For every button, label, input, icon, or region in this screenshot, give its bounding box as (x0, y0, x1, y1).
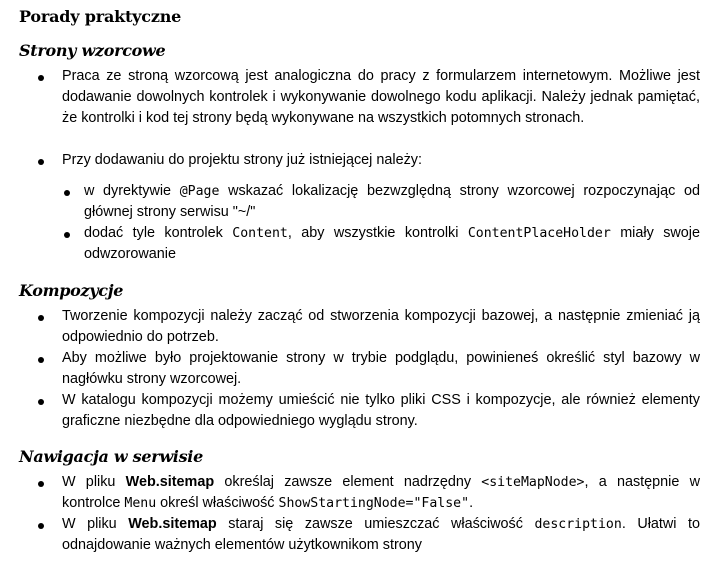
bullet-icon (38, 481, 44, 487)
heading-kompozycje: Kompozycje (19, 281, 124, 300)
list-item: Przy dodawaniu do projektu strony już istniejącej należy: (62, 152, 422, 168)
heading-nawigacja: Nawigacja w serwisie (19, 447, 203, 466)
bullet-icon (38, 159, 44, 165)
bullet-icon (38, 315, 44, 321)
bullet-icon (38, 399, 44, 405)
list-item: dodać tyle kontrolek Content, aby wszystkie kontrolki ContentPlaceHolder miały swoje odwzorowanie (84, 225, 700, 262)
list-item: W pliku Web.sitemap staraj się zawsze umieszczać właściwość description. Ułatwi to odnajdowanie ważnych elementów użytkownikom strony (62, 516, 701, 553)
list-item: w dyrektywie @Page wskazać lokalizację bezwzględną strony wzorcowej rozpoczynając od głównej strony serwisu "~/" (84, 183, 700, 220)
list-item: W pliku Web.sitemap określaj zawsze element nadrzędny <siteMapNode>, a następnie w kontrolce Menu określ właściwość ShowStartingNode="False". (62, 474, 700, 511)
bullet-icon (38, 75, 44, 81)
list-item: Aby możliwe było projektowanie strony w trybie podglądu, powinieneś określić styl bazowy w nagłówku strony wzorcowej. (62, 350, 700, 387)
heading-strony-wzorcowe: Strony wzorcowe (19, 41, 166, 60)
bullet-icon (38, 357, 44, 363)
page-title: Porady praktyczne (19, 7, 182, 26)
list-item: Praca ze stroną wzorcową jest analogiczna do pracy z formularzem internetowym. Możliwe jest dodawanie dowolnych kontrolek i wykonywanie dowolnego kodu aplikacji. Należy jednak pamiętać, że kontrolki i kod tej strony będą wykonywane na wszystkich potomnych stronach. (62, 68, 700, 126)
bullet-icon (64, 190, 70, 196)
bullet-icon (38, 523, 44, 529)
bullet-icon (64, 232, 70, 238)
list-item: Tworzenie kompozycji należy zacząć od stworzenia kompozycji bazowej, a następnie zmieniać ją odpowiednio do potrzeb. (62, 308, 700, 345)
list-item: W katalogu kompozycji możemy umieścić nie tylko pliki CSS i kompozycje, ale również elementy graficzne niezbędne dla odpowiedniego wyglądu strony. (62, 392, 700, 429)
